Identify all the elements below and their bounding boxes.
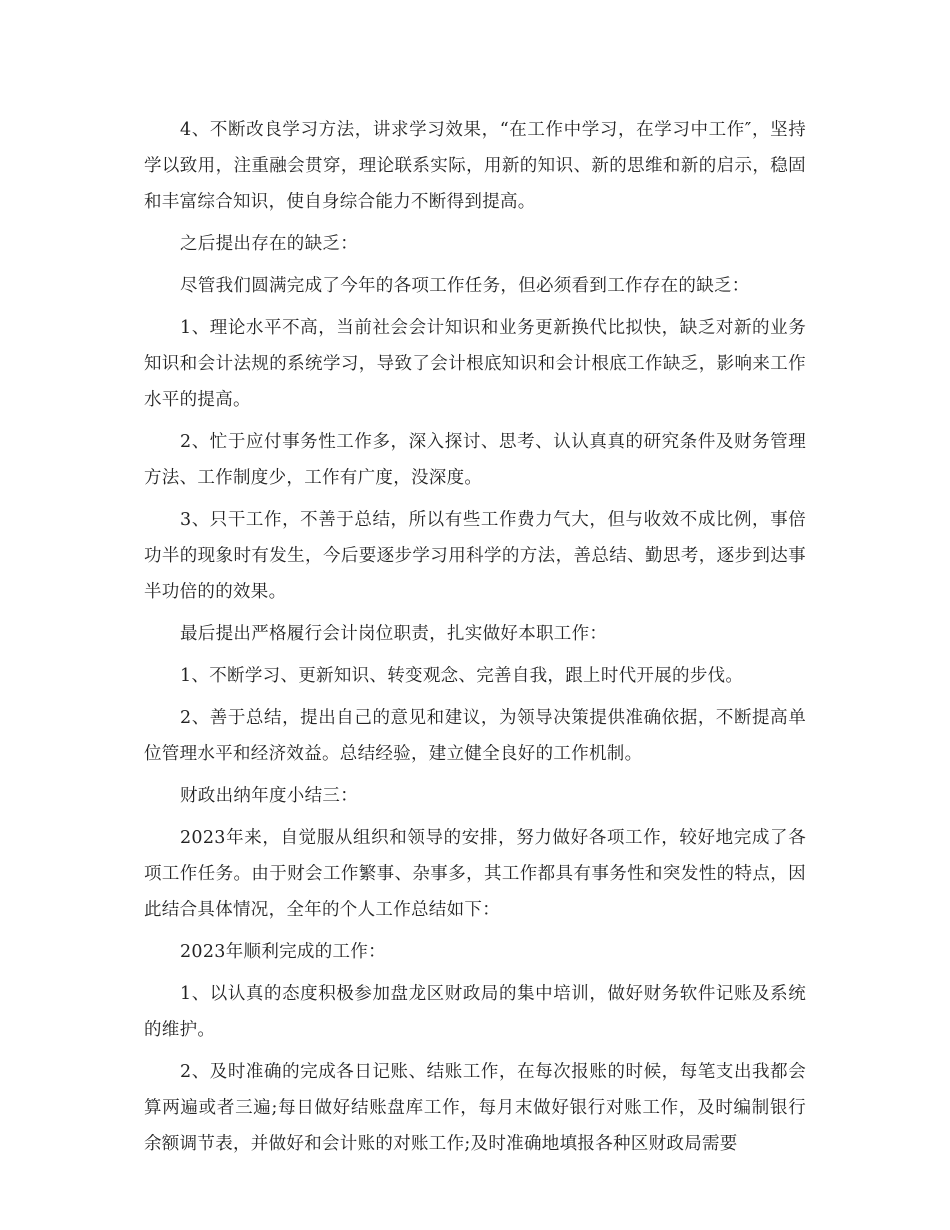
- paragraph: 1、理论水平不高，当前社会会计知识和业务更新换代比拟快，缺乏对新的业务知识和会计法规的系统学习，导致了会计根底知识和会计根底工作缺乏，影响来工作水平的提高。: [144, 318, 806, 410]
- paragraph: 财政出纳年度小结三：: [180, 786, 358, 806]
- paragraph: 3、只干工作，不善于总结，所以有些工作费力气大，但与收效不成比例，事倍功半的现象时有发生，今后要逐步学习用科学的方法，善总结、勤思考，逐步到达事半功倍的的效果。: [144, 510, 806, 602]
- paragraph: 之后提出存在的缺乏：: [180, 234, 358, 254]
- paragraph: 尽管我们圆满完成了今年的各项工作任务，但必须看到工作存在的缺乏：: [180, 276, 750, 296]
- paragraph: 2023年来，自觉服从组织和领导的安排，努力做好各项工作，较好地完成了各项工作任务。由于财会工作繁事、杂事多，其工作都具有事务性和突发性的特点，因此结合具体情况，全年的个人工作总结如下：: [144, 828, 806, 920]
- paragraph: 2、忙于应付事务性工作多，深入探讨、思考、认认真真的研究条件及财务管理方法、工作制度少，工作有广度，没深度。: [144, 432, 806, 488]
- paragraph: 2、善于总结，提出自己的意见和建议，为领导决策提供准确依据，不断提高单位管理水平和经济效益。总结经验，建立健全良好的工作机制。: [144, 708, 806, 764]
- paragraph: 2、及时准确的完成各日记账、结账工作，在每次报账的时候，每笔支出我都会算两遍或者三遍;每日做好结账盘库工作，每月末做好银行对账工作，及时编制银行余额调节表，并做好和会计账的对账工作;及时准确地填报各种区财政局需要: [144, 1062, 806, 1154]
- paragraph: 1、以认真的态度积极参加盘龙区财政局的集中培训，做好财务软件记账及系统的维护。: [144, 984, 806, 1040]
- paragraph: 1、不断学习、更新知识、转变观念、完善自我，跟上时代开展的步伐。: [180, 666, 744, 686]
- paragraph: 4、不断改良学习方法，讲求学习效果，“在工作中学习，在学习中工作″，坚持学以致用，注重融会贯穿，理论联系实际，用新的知识、新的思维和新的启示，稳固和丰富综合知识，使自身综合能力不断得到提高。: [144, 120, 806, 212]
- document-body: [144, 112, 806, 1168]
- paragraph: 最后提出严格履行会计岗位职责，扎实做好本职工作：: [180, 624, 608, 644]
- paragraph: 2023年顺利完成的工作：: [180, 942, 386, 962]
